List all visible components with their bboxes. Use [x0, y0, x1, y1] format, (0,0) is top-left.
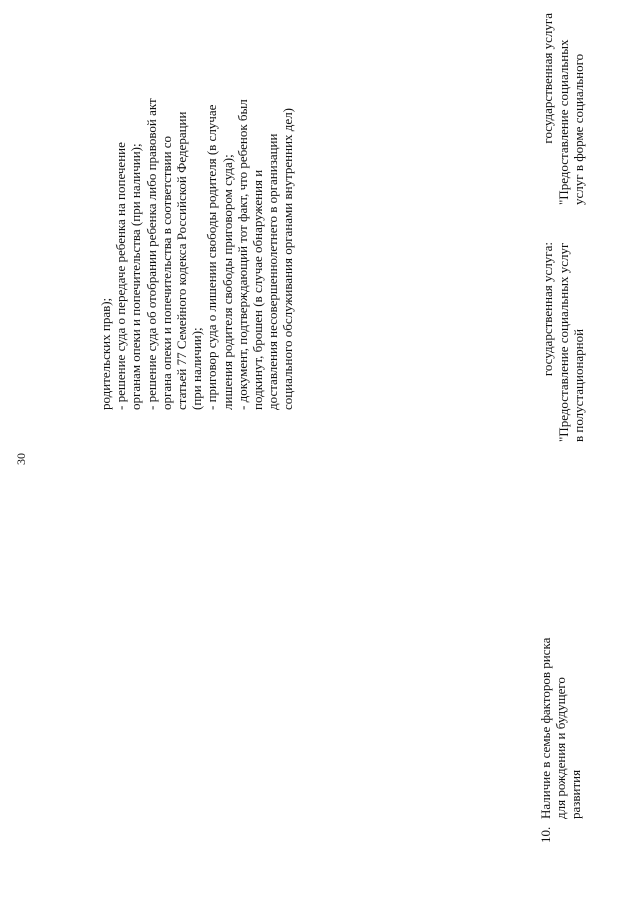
- documents-cell: [98, 98, 296, 410]
- document-item: - решение суда о передаче ребенка на попечение органам опеки и попечительства (при наличии);: [113, 142, 144, 410]
- row-number: 10.: [538, 826, 553, 843]
- service-cell-semistationary: [540, 242, 587, 442]
- page-number: 30: [14, 453, 28, 465]
- document-item: - документ, подтверждающий тот факт, что ребенок был подкинут, брошен (в случае обнаружения и доставления несовершеннолетнего в организации социального обслуживания органами внутренних дел): [234, 99, 296, 410]
- service-cell-social-form: [540, 13, 587, 205]
- service-description: "Предоставление социальных услуг в полустационарной: [555, 242, 586, 442]
- document-item: - решение суда об отобрании ребенка либо правовой акт органа опеки и попечительства в соответствии со статьей 77 Семейного кодекса Российской Федерации (при наличии);: [143, 98, 205, 410]
- service-description: "Предоставление социальных услуг в форме социального: [555, 39, 586, 205]
- criterion-cell: Наличие в семье факторов риска для рождения и будущего развития: [538, 637, 583, 819]
- service-heading: государственная услуга: [540, 13, 555, 144]
- document-item: родительских прав);: [98, 297, 113, 410]
- service-heading: государственная услуга:: [540, 242, 555, 377]
- document-item: - приговор суда о лишении свободы родителя (в случае лишения родителя свободы приговором суда);: [204, 104, 235, 410]
